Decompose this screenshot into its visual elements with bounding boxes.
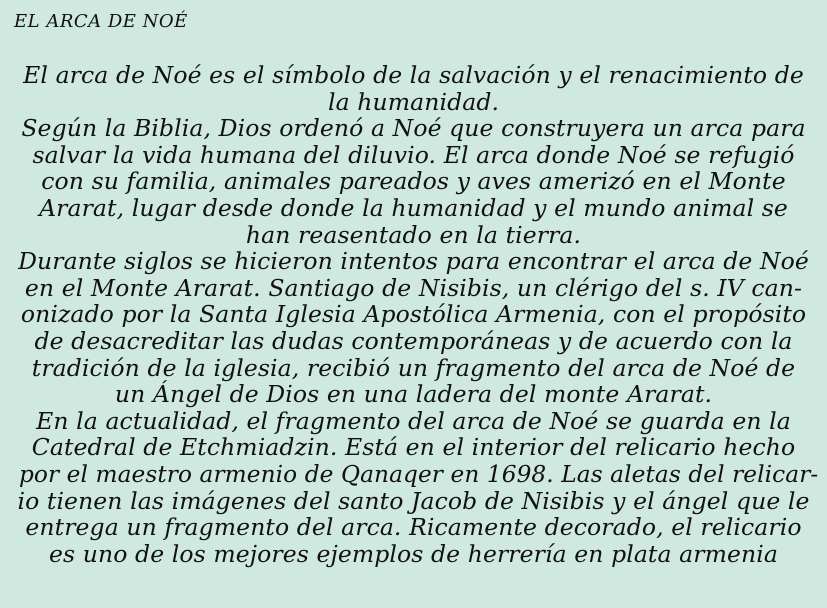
- text-line: de desacreditar las dudas contemporáneas y de acuerdo con la: [34, 326, 793, 355]
- text-line: la humanidad.: [327, 87, 500, 116]
- text-line: onizado por la Santa Iglesia Apostólica Armenia, con el propósito: [20, 300, 807, 329]
- text-line: salvar la vida humana del diluvio. El arca donde Noé se refugió: [32, 140, 795, 169]
- text-line: En la actualidad, el fragmento del arca de Noé se guarda en la: [36, 406, 791, 435]
- document-body: [14, 61, 819, 568]
- text-line: Según la Biblia, Dios ordenó a Noé que construyera un arca para: [21, 114, 806, 143]
- text-line: Durante siglos se hicieron intentos para encontrar el arca de Noé: [18, 247, 809, 276]
- document-title: EL ARCA DE NOÉ: [14, 11, 188, 32]
- text-line: entrega un fragmento del arca. Ricamente decorado, el relicario: [25, 513, 802, 542]
- text-line: io tienen las imágenes del santo Jacob de Nisibis y el ángel que le: [17, 486, 810, 515]
- text-line: un Ángel de Dios en una ladera del monte Ararat.: [114, 380, 713, 409]
- text-line: por el maestro armenio de Qanaqer en 1698. Las aletas del relicar-: [18, 459, 819, 488]
- text-line: han reasentado en la tierra.: [245, 220, 582, 249]
- text-line: Catedral de Etchmiadzin. Está en el interior del relicario hecho: [31, 433, 796, 462]
- text-line: Ararat, lugar desde donde la humanidad y el mundo animal se: [39, 193, 788, 222]
- text-line: El arca de Noé es el símbolo de la salvación y el renacimiento de: [23, 61, 804, 89]
- text-line: es uno de los mejores ejemplos de herrería en plata armenia: [49, 539, 778, 568]
- text-line: con su familia, animales pareados y aves amerizó en el Monte: [41, 167, 786, 196]
- text-line: tradición de la iglesia, recibió un fragmento del arca de Noé de: [31, 353, 796, 382]
- text-line: en el Monte Ararat. Santiago de Nisibis, un clérigo del s. IV can-: [24, 273, 803, 302]
